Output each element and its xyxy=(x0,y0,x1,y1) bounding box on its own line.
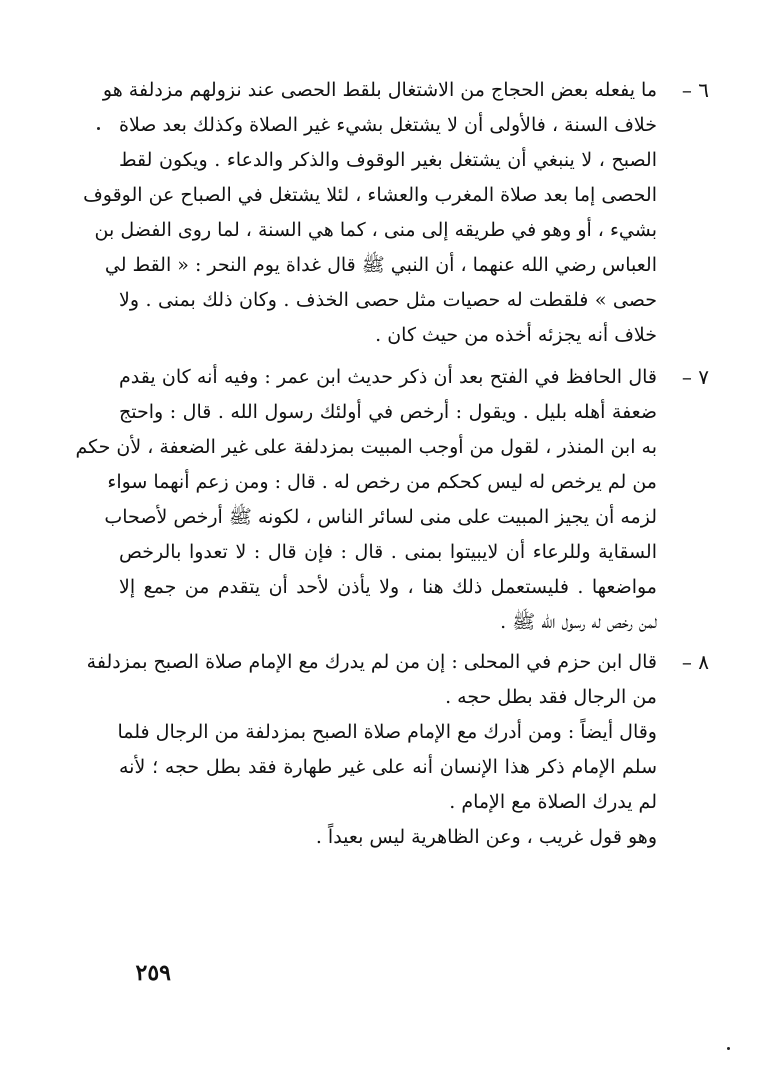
text-line: من لم يرخص له ليس كحكم من رخص له . قال : ومن زعم أنهما سواء xyxy=(107,471,657,493)
text-line: خلاف السنة ، فالأولى أن لا يشتغل بشيء غير الصلاة وكذلك بعد صلاة xyxy=(119,114,657,136)
text-line: قال ابن حزم في المحلى : إن من لم يدرك مع الإمام صلاة الصبح بمزدلفة xyxy=(86,651,657,673)
text-line: حصى » فلقطت له حصيات مثل حصى الخذف . وكان ذلك بمنى . ولا xyxy=(119,289,657,311)
text-line: ما يفعله بعض الحجاج من الاشتغال بلقط الحصى عند نزولهم مزدلفة هو xyxy=(102,79,657,101)
text-line: به ابن المنذر ، لقول من أوجب المبيت بمزدلفة على غير الضعفة ، لأن حكم xyxy=(75,436,657,458)
text-line: وقال أيضاً : ومن أدرك مع الإمام صلاة الصبح بمزدلفة من الرجال فلما xyxy=(117,721,657,743)
text-line: الحصى إما بعد صلاة المغرب والعشاء ، لئلا يشتغل في الصباح عن الوقوف xyxy=(83,184,657,206)
text-line: الصبح ، لا ينبغي أن يشتغل بغير الوقوف والذكر والدعاء . ويكون لقط xyxy=(119,149,657,171)
text-line: وهو قول غريب ، وعن الظاهرية ليس بعيداً . xyxy=(315,826,657,848)
item-text xyxy=(83,73,657,353)
scan-speck xyxy=(97,127,100,130)
item-6 xyxy=(83,73,709,353)
text-line: ضعفة أهله بليل . ويقول : أرخص في أولئك رسول الله . قال : واحتج xyxy=(119,401,657,423)
text-line: بشيء ، أو وهو في طريقه إلى منى ، كما هي السنة ، لما روى الفضل بن xyxy=(94,219,657,241)
page-number: ٢٥٩ xyxy=(135,960,171,986)
text-line: قال الحافظ في الفتح بعد أن ذكر حديث ابن عمر : وفيه أنه كان يقدم xyxy=(119,366,657,388)
text-line: مواضعها . فليستعمل ذلك هنا ، ولا يأذن لأحد أن يتقدم من جمع إلا xyxy=(119,576,657,598)
item-7 xyxy=(75,360,709,640)
text-line: لمن رخص له رسول الله ﷺ . xyxy=(500,611,657,633)
text-line: لزمه أن يجيز المبيت على منى لسائر الناس ، لكونه ﷺ أرخص لأصحاب xyxy=(104,506,657,528)
text-line: سلم الإمام ذكر هذا الإنسان أنه على غير طهارة فقد بطل حجه ؛ لأنه xyxy=(119,756,657,778)
item-number: ٨ – xyxy=(681,650,709,674)
item-number: ٧ – xyxy=(681,365,709,389)
text-line: لم يدرك الصلاة مع الإمام . xyxy=(449,791,657,813)
item-number: ٦ – xyxy=(681,78,709,102)
text-line: خلاف أنه يجزئه أخذه من حيث كان . xyxy=(375,324,657,346)
text-line: من الرجال فقد بطل حجه . xyxy=(445,686,657,708)
item-text xyxy=(75,360,657,640)
item-text xyxy=(86,645,657,855)
text-line: السقاية وللرعاء أن لايبيتوا بمنى . قال : فإن قال : لا تعدوا بالرخص xyxy=(119,541,657,563)
text-line: العباس رضي الله عنهما ، أن النبي ﷺ قال غداة يوم النحر : « القط لي xyxy=(104,254,657,276)
item-8 xyxy=(86,645,709,855)
scan-speck xyxy=(727,1047,730,1050)
